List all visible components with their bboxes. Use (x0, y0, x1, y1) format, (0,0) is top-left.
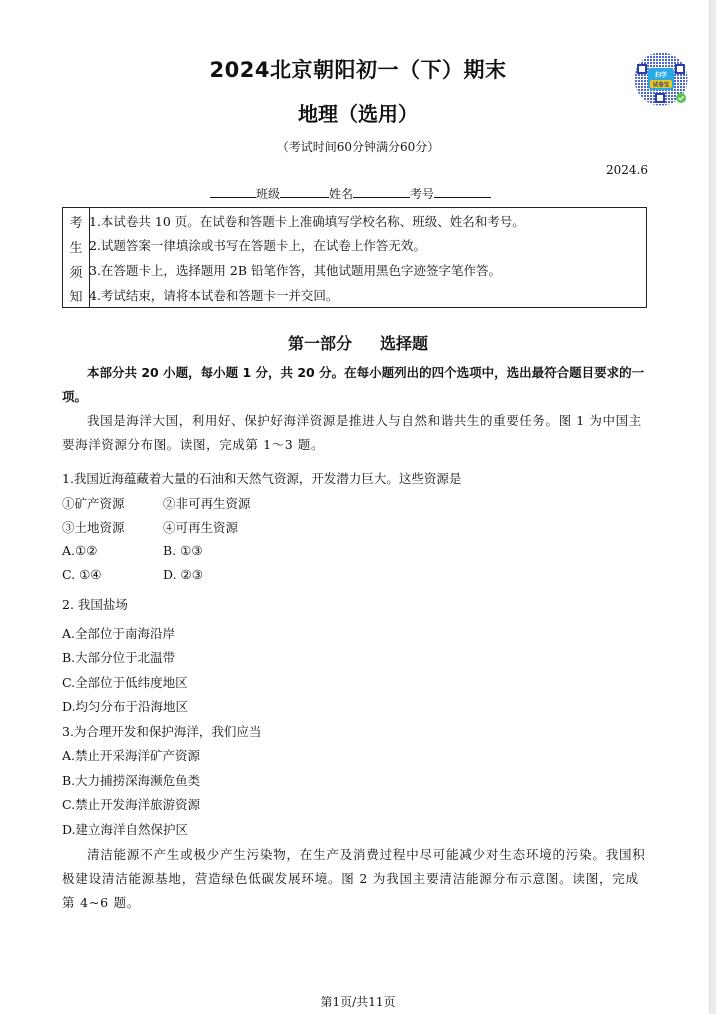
question-1-option-a[interactable]: A.①② (62, 543, 98, 558)
class-blank[interactable] (210, 185, 256, 198)
exam-date: 2024.6 (606, 163, 648, 177)
name-label: 姓名 (329, 187, 354, 201)
notice-side-char: 知 (69, 290, 83, 305)
notice-item: 3.在答题卡上，选择题用 2B 铅笔作答，其他试题用黑色字迹签字笔作答。 (89, 263, 502, 278)
notice-side-char: 生 (69, 241, 83, 256)
question-2-option-d[interactable]: D.均匀分布于沿海地区 (62, 699, 189, 714)
section-part: 第一部分 (287, 334, 352, 353)
question-3-option-a[interactable]: A.禁止开采海洋矿产资源 (62, 748, 201, 763)
question-1-stem: 1.我国近海蕴藏着大量的石油和天然气资源，开发潜力巨大。这些资源是 (62, 471, 462, 486)
exam-no-value-blank[interactable] (434, 185, 491, 198)
question-2-option-a[interactable]: A.全部位于南海沿岸 (62, 626, 176, 641)
student-info-line (210, 185, 491, 202)
name-blank[interactable] (280, 185, 329, 198)
notice-side-label (63, 208, 90, 307)
question-1-statement: ④可再生资源 (163, 520, 239, 535)
page-footer: 第1页/共11页 (320, 995, 396, 1009)
section-name: 选择题 (380, 334, 429, 353)
notice-item: 4.考试结束，请将本试卷和答题卡一并交回。 (89, 288, 339, 303)
question-3-option-b[interactable]: B.大力捕捞深海濒危鱼类 (62, 773, 201, 788)
question-1-option-d[interactable]: D. ②③ (163, 567, 203, 582)
qr-code-icon (632, 50, 690, 110)
question-1-statement: ②非可再生资源 (163, 496, 251, 511)
notice-item: 1.本试卷共 10 页。在试卷和答题卡上准确填写学校名称、班级、姓名和考号。 (89, 214, 525, 229)
question-1-statement: ①矿产资源 (62, 496, 125, 511)
section-instruction: 本部分共 20 小题，每小题 1 分，共 20 分。在每小题列出的四个选项中，选出最符合题目要求的一项。 (62, 365, 645, 404)
passage-1: 我国是海洋大国，利用好、保护好海洋资源是推进人与自然和谐共生的重要任务。图 1 为中国主要海洋资源分布图。读图，完成第 1～3 题。 (62, 413, 642, 452)
notice-item: 2.试题答案一律填涂或书写在答题卡上，在试卷上作答无效。 (89, 238, 426, 253)
question-1-statement: ③土地资源 (62, 520, 125, 535)
question-1-option-b[interactable]: B. ①③ (163, 543, 203, 558)
exam-time-note: （考试时间60分钟满分60分） (276, 140, 440, 154)
notice-box (62, 207, 647, 308)
class-label: 班级 (256, 187, 281, 201)
passage-2: 清洁能源不产生或极少产生污染物，在生产及消费过程中尽可能减少对生态环境的污染。我国积极建设清洁能源基地，营造绿色低碳发展环境。图 2 为我国主要清洁能源分布示意图。读图，完成第 4~6 题。 (62, 847, 646, 910)
exam-no-label: 考号 (410, 187, 435, 201)
qr-badge-bottom-text: 试卷宝 (652, 82, 670, 89)
notice-side-char: 须 (69, 266, 83, 281)
qr-badge-top-text: 扫学 (654, 72, 668, 79)
notice-side-char: 考 (69, 216, 83, 231)
exam-no-blank[interactable] (353, 185, 410, 198)
question-2-option-c[interactable]: C.全部位于低纬度地区 (62, 675, 188, 690)
question-2-stem: 2. 我国盐场 (62, 597, 128, 612)
exam-title: 2024北京朝阳初一（下）期末 (209, 58, 507, 82)
question-3-option-c[interactable]: C.禁止开发海洋旅游资源 (62, 797, 201, 812)
exam-subtitle: 地理（选用） (298, 102, 418, 126)
question-2-option-b[interactable]: B.大部分位于北温带 (62, 650, 176, 665)
question-3-option-d[interactable]: D.建立海洋自然保护区 (62, 822, 189, 837)
question-1-option-c[interactable]: C. ①④ (62, 567, 102, 582)
section-title (0, 331, 716, 354)
question-3-stem: 3.为合理开发和保护海洋，我们应当 (62, 724, 262, 739)
